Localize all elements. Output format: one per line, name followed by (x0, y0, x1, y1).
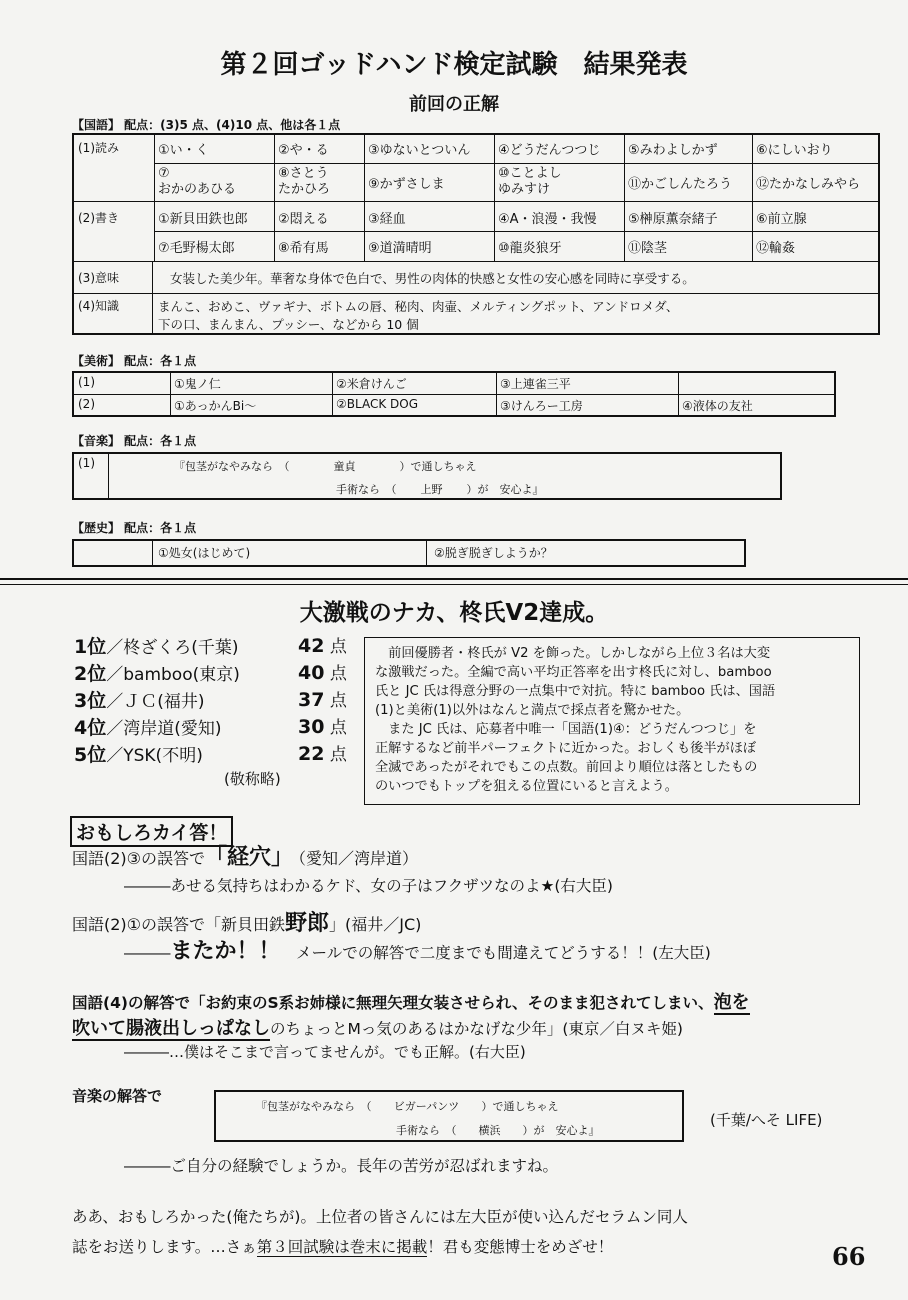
kaki-answer: ⑪陰茎 (628, 241, 668, 256)
omoshiro-header: おもしろカイ答！ (70, 816, 233, 847)
bijutsu-answer: ①鬼ノ仁 (174, 377, 221, 391)
ongaku-answer-1: 童貞 (333, 460, 356, 473)
bijutsu-answer: ②BLACK DOG (336, 397, 418, 411)
rekishi-answer-2: ②脱ぎ脱ぎしようか？ (434, 546, 553, 560)
yomi-answer: ⑩ことよし ゆみすけ (498, 166, 562, 197)
yomi-answer: ⑥にしいおり (756, 143, 833, 158)
bijutsu-answer: ③上連雀三平 (500, 377, 571, 391)
kaki-answer: ⑩龍炎狼牙 (498, 241, 562, 256)
bijutsu-answer-table (72, 371, 836, 417)
entry-4-lyric-line1: 『包茎がなやみなら （ ビガーパンツ ）で通しちゃえ (256, 1100, 559, 1113)
section-divider (0, 578, 908, 580)
rekishi-header: 【歴史】 配点：各１点 (72, 521, 197, 535)
section-divider (0, 584, 908, 585)
entry-1-comment: ―――あせる気持ちはわかるケド、女の子はフクザツなのよ★(右大臣) (124, 877, 613, 895)
ranking-score: 42 点 (298, 635, 347, 657)
bijutsu-header: 【美術】 配点：各１点 (72, 354, 197, 368)
commentary-box (364, 637, 860, 805)
ongaku-answer-2: 上野 (420, 483, 443, 496)
entry-4-lyric-box (214, 1090, 684, 1142)
entry-3-text: 国語(4)の解答で「お約束のS系お姉様に無理矢理女装させられ、そのまま犯されてしまい、泡を 吹いて腸液出しっぱなしのちょっとMっ気のあるはかなげな少年」(東京／白ヌキ姫) (72, 992, 750, 1039)
chishiki-answer-line1: まんこ、おめこ、ヴァギナ、ボトムの唇、秘肉、肉壷、メルティングポット、アンドロメダ、 (158, 299, 679, 314)
entry-3-emphasis: 吹いて腸液出しっぱなし (72, 1018, 270, 1039)
ongaku-lyric-line1: 『包茎がなやみなら （ 童貞 ）で通しちゃえ (174, 460, 477, 473)
next-exam-link: 第３回試験は巻末に掲載 (256, 1238, 428, 1256)
yomi-label: (1)読み (78, 141, 119, 155)
entry-1-answer: 「経穴」 (205, 845, 283, 870)
kaki-label: (2)書き (78, 211, 119, 225)
ranking-row: 5位／YSK(不明) (74, 744, 203, 766)
yomi-answer: ⑨かずさしま (368, 177, 445, 192)
kaki-answer: ⑫輪姦 (756, 241, 796, 256)
kaki-answer: ③経血 (368, 212, 406, 227)
bijutsu-answer: ④液体の友社 (682, 399, 753, 413)
commentary-text: 前回優勝者・柊氏が V2 を飾った。しかしながら上位３名は大変 な激戦だった。全編で高い平均正答率を出す柊氏に対し、bamboo 氏と JC 氏は得意分野の一点集中で対抗。特に bamboo 氏は、国語 (1)と美術(1)以外はなんと満点で採点者を驚かせた。 また JC 氏は、応募者中唯一「国語(1)④：どうだんつつじ」を 正解するなど前半パーフェクトに近かった。おしくも後半がほぼ 全滅であったがそれでもこの点数。前回より順位は落としたもの のいつでもトップを狙える位置にいると言えよう。 (375, 646, 776, 794)
entry-3-emphasis: 泡を (713, 992, 750, 1013)
ranking-row: 2位／bamboo(東京) (74, 663, 240, 685)
entry-1-line: 国語(2)③の誤答で「経穴」 （愛知／湾岸道） (72, 845, 419, 870)
kaki-answer: ⑨道満晴明 (368, 241, 432, 256)
chishiki-label: (4)知識 (78, 299, 119, 313)
closing-text: ああ、おもしろかった(俺たちが)。上位者の皆さんには左大臣が使い込んだセラムン同人 誌をお送りします。…さぁ第３回試験は巻末に掲載！君も変態博士をめざせ！ (72, 1208, 688, 1256)
entry-4-comment: ―――ご自分の経験でしょうか。長年の苦労が忍ばれますね。 (124, 1157, 559, 1175)
ranking-score: 37 点 (298, 689, 347, 711)
page-title: 第２回ゴッドハンド検定試験 結果発表 (220, 50, 688, 80)
kaki-answer: ①新貝田鉄也郎 (158, 212, 248, 227)
page-number: 66 (832, 1242, 866, 1271)
bijutsu-row1-label: (1) (78, 375, 95, 389)
kokugo-header: 【国語】 配点：(3)5 点、(4)10 点、他は各１点 (72, 118, 341, 132)
entry-3-comment: ―――…僕はそこまで言ってませんが。でも正解。(右大臣) (124, 1043, 526, 1061)
honorific-note: (敬称略) (224, 770, 281, 788)
chishiki-answer-line2: 下の口、まんまん、プッシー、などから 10 個 (158, 317, 419, 332)
ranking-score: 22 点 (298, 743, 347, 765)
kokugo-answer-table (72, 133, 880, 335)
yomi-answer: ②や・る (278, 143, 329, 158)
section-subtitle: 前回の正解 (409, 94, 499, 115)
kaki-answer: ④A・浪漫・我慢 (498, 212, 597, 227)
ongaku-answer-box (72, 452, 782, 500)
results-headline: 大激戦のナカ、柊氏V2達成。 (299, 600, 609, 626)
yomi-answer: ⑧さとう たかひろ (278, 166, 331, 197)
ongaku-lyric-line2: 手術なら （ 上野 ）が 安心よ』 (336, 483, 544, 496)
ranking-score: 40 点 (298, 662, 347, 684)
entry-4-lyric-line2: 手術なら （ 横浜 ）が 安心よ』 (396, 1124, 600, 1137)
imi-answer: 女装した美少年。華奢な身体で色白で、男性の肉体的快感と女性の安心感を同時に享受する。 (170, 271, 695, 286)
entry-2-shout: またか！！ (170, 939, 281, 964)
yomi-answer: ⑦ おかのあひる (158, 166, 237, 197)
ranking-row: 4位／湾岸道(愛知) (74, 717, 222, 739)
kaki-answer: ⑥前立腺 (756, 212, 807, 227)
entry-4-intro: 音楽の解答で (72, 1087, 163, 1105)
entry-4-source: (千葉/へそ LIFE) (710, 1111, 823, 1129)
yomi-answer: ③ゆないとついん (368, 143, 471, 158)
kaki-answer: ⑧希有馬 (278, 241, 329, 256)
kaki-answer: ②悶える (278, 212, 329, 227)
kaki-answer: ⑦毛野楊太郎 (158, 241, 235, 256)
bijutsu-answer: ②米倉けんご (336, 377, 407, 391)
yomi-answer: ④どうだんつつじ (498, 143, 601, 158)
ongaku-header: 【音楽】 配点：各１点 (72, 434, 197, 448)
imi-label: (3)意味 (78, 271, 119, 285)
bijutsu-row2-label: (2) (78, 397, 95, 411)
bijutsu-answer: ③けんろー工房 (500, 399, 583, 413)
ranking-score: 30 点 (298, 716, 347, 738)
yomi-answer: ⑪かごしんたろう (628, 177, 733, 192)
ranking-row: 3位／ＪＣ(福井) (74, 690, 205, 712)
yomi-answer: ⑫たかなしみやら (756, 177, 861, 192)
kaki-answer: ⑤榊原薫奈緒子 (628, 212, 718, 227)
rekishi-answer-1: ①処女(はじめて) (158, 546, 251, 560)
ongaku-label: (1) (78, 456, 95, 470)
entry-4-answer-2: 横浜 (478, 1124, 501, 1137)
yomi-answer: ①い・く (158, 143, 209, 158)
yomi-answer: ⑤みわよしかず (628, 143, 718, 158)
ranking-row: 1位／柊ざくろ(千葉) (74, 636, 239, 658)
entry-2-bold: 野郎 (285, 911, 330, 936)
entry-2-comment: ―――またか！！ メールでの解答で二度までも間違えてどうする！！(左大臣) (124, 939, 711, 964)
bijutsu-answer: ①あっかんBi～ (174, 399, 257, 413)
rekishi-answer-table (72, 539, 746, 567)
entry-2-line: 国語(2)①の誤答で「新貝田鉄野郎」(福井／JC) (72, 911, 422, 936)
entry-4-answer-1: ビガーパンツ (393, 1100, 460, 1113)
